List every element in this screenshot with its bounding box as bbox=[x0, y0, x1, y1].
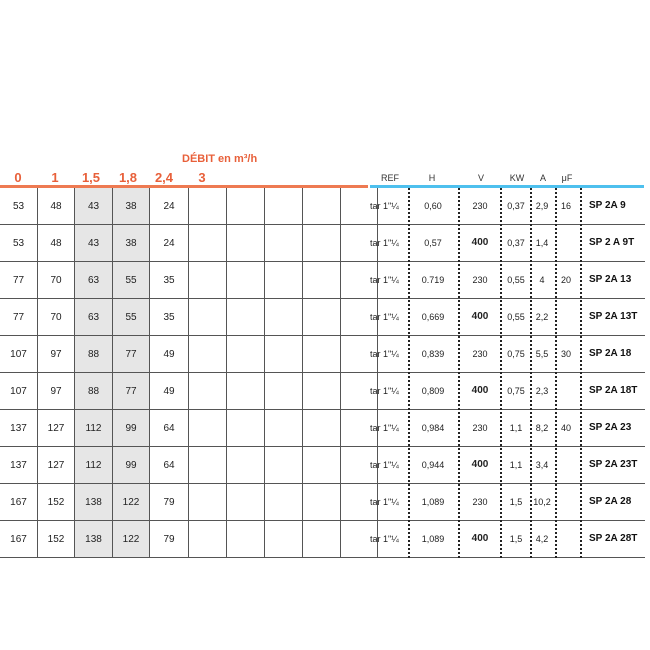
table-row bbox=[369, 336, 645, 373]
table-row bbox=[369, 373, 645, 410]
flow-header: 1,5 bbox=[81, 170, 101, 185]
flow-cell: 122 bbox=[113, 484, 150, 521]
flow-cell bbox=[227, 188, 265, 225]
col-v-header: V bbox=[477, 173, 484, 183]
current-cell: 2,3 bbox=[535, 386, 549, 396]
table-row bbox=[0, 521, 378, 558]
table-row bbox=[0, 447, 378, 484]
flow-cell bbox=[265, 299, 303, 336]
table-row bbox=[0, 262, 378, 299]
flow-cell bbox=[303, 373, 341, 410]
head-cell: 1,089 bbox=[421, 534, 445, 544]
voltage-cell: 230 bbox=[472, 275, 488, 285]
flow-cell bbox=[227, 521, 265, 558]
voltage-cell: 400 bbox=[471, 459, 489, 470]
flow-cell bbox=[265, 521, 303, 558]
capacitor-cell: 20 bbox=[560, 275, 571, 285]
flow-cell: 35 bbox=[150, 299, 189, 336]
column-divider bbox=[580, 188, 582, 558]
table-row bbox=[369, 410, 645, 447]
flow-cell: 88 bbox=[75, 336, 113, 373]
model-name: SP 2A 13 bbox=[589, 274, 632, 285]
flow-table bbox=[0, 188, 378, 558]
power-cell: 0,55 bbox=[507, 312, 525, 322]
flow-cell bbox=[303, 188, 341, 225]
current-cell: 5,5 bbox=[535, 349, 549, 359]
power-cell: 0,75 bbox=[507, 349, 525, 359]
flow-cell bbox=[189, 410, 227, 447]
flow-cell: 77 bbox=[113, 373, 150, 410]
flow-cell bbox=[265, 410, 303, 447]
flow-cell bbox=[303, 447, 341, 484]
current-cell: 2,2 bbox=[535, 312, 549, 322]
flow-cell: 99 bbox=[113, 410, 150, 447]
flow-cell: 122 bbox=[113, 521, 150, 558]
model-name: SP 2A 18T bbox=[589, 385, 638, 396]
flow-cell bbox=[303, 410, 341, 447]
model-name: SP 2A 23T bbox=[589, 459, 638, 470]
table-row bbox=[0, 410, 378, 447]
flow-cell: 97 bbox=[38, 336, 75, 373]
flow-cell: 63 bbox=[75, 299, 113, 336]
head-cell: 0,839 bbox=[421, 349, 445, 359]
table-row bbox=[0, 299, 378, 336]
voltage-cell: 400 bbox=[471, 237, 489, 248]
debit-title: DÉBIT en m³/h bbox=[182, 153, 258, 165]
head-cell: 1,089 bbox=[421, 497, 445, 507]
model-name: SP 2A 13T bbox=[589, 311, 638, 322]
current-cell: 8,2 bbox=[535, 423, 549, 433]
flow-header: 1 bbox=[51, 170, 59, 185]
table-row bbox=[369, 299, 645, 336]
flow-cell: 112 bbox=[75, 447, 113, 484]
flow-cell: 138 bbox=[75, 521, 113, 558]
flow-cell: 70 bbox=[38, 299, 75, 336]
flow-cell: 127 bbox=[38, 410, 75, 447]
ref-cell: tar 1"¼ bbox=[370, 201, 399, 211]
head-cell: 0,809 bbox=[421, 386, 445, 396]
power-cell: 1,5 bbox=[509, 534, 523, 544]
ref-cell: tar 1"¼ bbox=[370, 312, 399, 322]
table-row bbox=[0, 188, 378, 225]
capacitor-cell: 30 bbox=[560, 349, 571, 359]
flow-header: 2,4 bbox=[154, 170, 174, 185]
flow-cell bbox=[227, 262, 265, 299]
flow-cell bbox=[303, 336, 341, 373]
flow-cell: 24 bbox=[150, 225, 189, 262]
flow-cell bbox=[265, 225, 303, 262]
current-cell: 4,2 bbox=[535, 534, 549, 544]
flow-cell: 64 bbox=[150, 410, 189, 447]
flow-header: 3 bbox=[198, 170, 206, 185]
current-cell: 1,4 bbox=[535, 238, 549, 248]
voltage-cell: 230 bbox=[472, 349, 488, 359]
model-name: SP 2A 23 bbox=[589, 422, 632, 433]
ref-cell: tar 1"¼ bbox=[370, 275, 399, 285]
flow-cell: 49 bbox=[150, 373, 189, 410]
flow-cell bbox=[227, 410, 265, 447]
table-row bbox=[0, 484, 378, 521]
flow-cell: 137 bbox=[0, 410, 38, 447]
flow-cell bbox=[303, 262, 341, 299]
power-cell: 0,55 bbox=[507, 275, 525, 285]
table-row bbox=[0, 336, 378, 373]
col-kw-header: KW bbox=[509, 173, 525, 183]
flow-header: 0 bbox=[14, 170, 22, 185]
flow-cell: 88 bbox=[75, 373, 113, 410]
flow-cell bbox=[265, 336, 303, 373]
current-cell: 4 bbox=[539, 275, 545, 285]
flow-cell: 77 bbox=[0, 299, 38, 336]
flow-cell bbox=[265, 373, 303, 410]
flow-cell: 167 bbox=[0, 521, 38, 558]
capacitor-cell: 16 bbox=[560, 201, 571, 211]
column-divider bbox=[458, 188, 460, 558]
ref-cell: tar 1"¼ bbox=[370, 423, 399, 433]
ref-cell: tar 1"¼ bbox=[370, 386, 399, 396]
flow-cell bbox=[227, 447, 265, 484]
flow-cell: 77 bbox=[0, 262, 38, 299]
flow-cell bbox=[189, 521, 227, 558]
current-cell: 3,4 bbox=[535, 460, 549, 470]
col-a-header: A bbox=[539, 173, 546, 183]
flow-cell: 79 bbox=[150, 521, 189, 558]
head-cell: 0,57 bbox=[424, 238, 442, 248]
model-name: SP 2A 28T bbox=[589, 533, 638, 544]
flow-cell: 70 bbox=[38, 262, 75, 299]
flow-cell bbox=[303, 521, 341, 558]
capacitor-cell bbox=[555, 225, 577, 261]
ref-cell: tar 1"¼ bbox=[370, 497, 399, 507]
head-cell: 0,60 bbox=[424, 201, 442, 211]
ref-cell: tar 1"¼ bbox=[370, 534, 399, 544]
flow-cell bbox=[189, 299, 227, 336]
ref-cell: tar 1"¼ bbox=[370, 238, 399, 248]
flow-cell bbox=[265, 262, 303, 299]
flow-cell bbox=[227, 484, 265, 521]
flow-cell: 107 bbox=[0, 336, 38, 373]
table-row bbox=[369, 447, 645, 484]
voltage-cell: 400 bbox=[471, 533, 489, 544]
head-cell: 0,944 bbox=[421, 460, 445, 470]
flow-cell: 112 bbox=[75, 410, 113, 447]
power-cell: 1,1 bbox=[509, 460, 523, 470]
capacitor-cell bbox=[555, 299, 577, 335]
flow-cell bbox=[265, 188, 303, 225]
flow-cell: 97 bbox=[38, 373, 75, 410]
current-cell: 2,9 bbox=[535, 201, 549, 211]
ref-cell: tar 1"¼ bbox=[370, 349, 399, 359]
flow-cell bbox=[189, 373, 227, 410]
flow-cell bbox=[189, 484, 227, 521]
flow-cell bbox=[303, 484, 341, 521]
column-divider bbox=[500, 188, 502, 558]
voltage-cell: 230 bbox=[472, 201, 488, 211]
flow-cell bbox=[189, 447, 227, 484]
head-cell: 0.719 bbox=[421, 275, 445, 285]
head-cell: 0,984 bbox=[421, 423, 445, 433]
flow-cell: 35 bbox=[150, 262, 189, 299]
flow-cell: 48 bbox=[38, 225, 75, 262]
flow-cell: 49 bbox=[150, 336, 189, 373]
flow-cell: 137 bbox=[0, 447, 38, 484]
spec-table bbox=[369, 188, 645, 558]
flow-cell bbox=[189, 262, 227, 299]
flow-header: 1,8 bbox=[118, 170, 138, 185]
flow-cell: 38 bbox=[113, 188, 150, 225]
table-row bbox=[0, 225, 378, 262]
voltage-cell: 400 bbox=[471, 385, 489, 396]
current-cell: 10,2 bbox=[533, 497, 551, 507]
voltage-cell: 230 bbox=[472, 423, 488, 433]
model-name: SP 2A 18 bbox=[589, 348, 632, 359]
flow-cell bbox=[303, 225, 341, 262]
ref-cell: tar 1"¼ bbox=[370, 460, 399, 470]
column-divider bbox=[555, 188, 557, 558]
flow-cell: 53 bbox=[0, 188, 38, 225]
power-cell: 0,37 bbox=[507, 238, 525, 248]
flow-cell: 64 bbox=[150, 447, 189, 484]
voltage-cell: 400 bbox=[471, 311, 489, 322]
capacitor-cell bbox=[555, 521, 577, 557]
flow-cell: 43 bbox=[75, 225, 113, 262]
table-row bbox=[0, 373, 378, 410]
model-name: SP 2 A 9T bbox=[589, 237, 635, 248]
flow-cell bbox=[227, 373, 265, 410]
flow-cell: 53 bbox=[0, 225, 38, 262]
voltage-cell: 230 bbox=[472, 497, 488, 507]
flow-cell bbox=[227, 336, 265, 373]
table-row bbox=[369, 484, 645, 521]
head-cell: 0,669 bbox=[421, 312, 445, 322]
flow-cell bbox=[189, 188, 227, 225]
power-cell: 1,5 bbox=[509, 497, 523, 507]
model-name: SP 2A 28 bbox=[589, 496, 632, 507]
flow-cell: 77 bbox=[113, 336, 150, 373]
flow-cell: 127 bbox=[38, 447, 75, 484]
flow-cell: 152 bbox=[38, 484, 75, 521]
flow-cell bbox=[189, 336, 227, 373]
flow-cell: 48 bbox=[38, 188, 75, 225]
flow-cell bbox=[303, 299, 341, 336]
flow-cell: 63 bbox=[75, 262, 113, 299]
flow-cell: 43 bbox=[75, 188, 113, 225]
flow-cell: 24 bbox=[150, 188, 189, 225]
flow-cell bbox=[189, 225, 227, 262]
flow-cell: 138 bbox=[75, 484, 113, 521]
capacitor-cell bbox=[555, 373, 577, 409]
power-cell: 1,1 bbox=[509, 423, 523, 433]
flow-cell: 107 bbox=[0, 373, 38, 410]
power-cell: 0,75 bbox=[507, 386, 525, 396]
col-ref-header: REF bbox=[381, 173, 399, 183]
flow-cell: 99 bbox=[113, 447, 150, 484]
flow-cell: 167 bbox=[0, 484, 38, 521]
table-row bbox=[369, 521, 645, 558]
col-uf-header: μF bbox=[561, 173, 573, 183]
flow-cell: 152 bbox=[38, 521, 75, 558]
capacitor-cell: 40 bbox=[560, 423, 571, 433]
model-name: SP 2A 9 bbox=[589, 200, 626, 211]
table-row bbox=[369, 188, 645, 225]
flow-cell: 38 bbox=[113, 225, 150, 262]
power-cell: 0,37 bbox=[507, 201, 525, 211]
capacitor-cell bbox=[555, 484, 577, 520]
capacitor-cell bbox=[555, 447, 577, 483]
flow-cell: 55 bbox=[113, 299, 150, 336]
column-divider bbox=[408, 188, 410, 558]
flow-cell bbox=[227, 225, 265, 262]
table-row bbox=[369, 262, 645, 299]
flow-cell bbox=[265, 447, 303, 484]
col-h-header: H bbox=[428, 173, 436, 183]
flow-cell: 55 bbox=[113, 262, 150, 299]
table-row bbox=[369, 225, 645, 262]
flow-cell bbox=[227, 299, 265, 336]
column-divider bbox=[530, 188, 532, 558]
flow-cell bbox=[265, 484, 303, 521]
flow-cell: 79 bbox=[150, 484, 189, 521]
